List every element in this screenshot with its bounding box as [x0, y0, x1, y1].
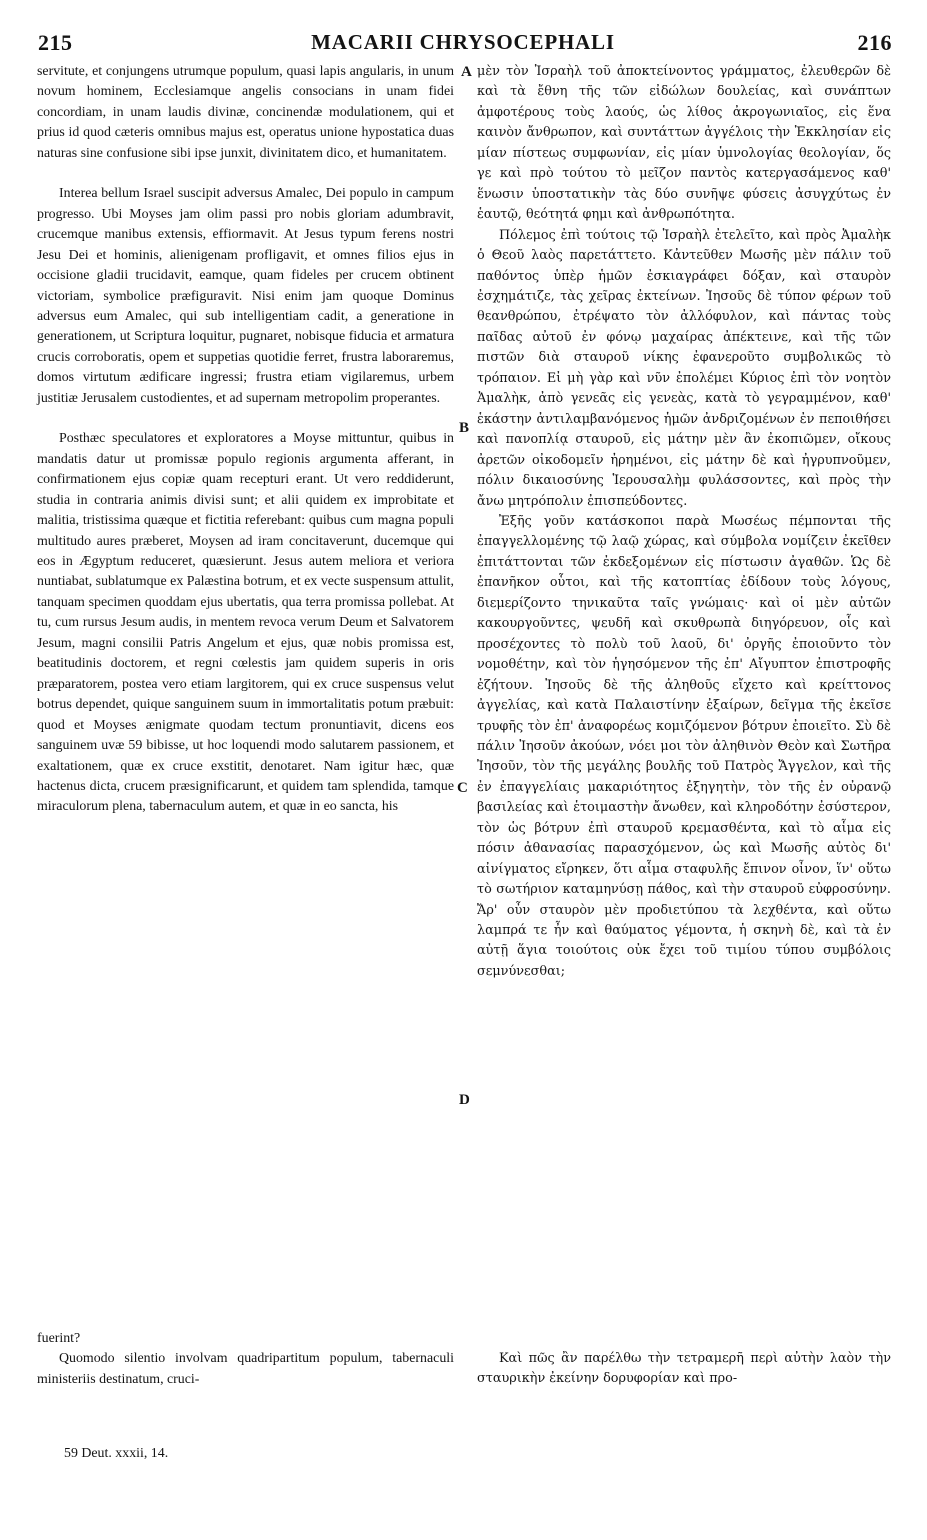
section-marker-d: D: [459, 1092, 470, 1108]
latin-paragraph-4: Quomodo silentio involvam quadripartitum populum, tabernaculi ministeriis destinatum, cruci-: [37, 1351, 454, 1387]
page-header: [32, 30, 894, 60]
latin-paragraph-3: Posthæc speculatores et exploratores a Moyse mittuntur, quibus in mandatis datur ut promissæ populo regionis argumenta afferant, in confirmationem ejus copiæ quam recepturi erant. Ut vero reddiderunt, studia in contraria animis divisi sunt; et alii quidem ex improbitate et malitia, tristissima quæque et fictitia referebant: quibus cum magna populi multitudo aures præberet, Moysen ad iram concitaverunt, ducemque qui eos in Ægyptum reduceret, quæsierunt. Jesus autem meliora et veriora nuntiabat, sublatumque ex Palæstina botrum, et ex vecte suspensum attulit, tanquam specimen quoddam ejus ubertatis, qua terra promissa pollebat. At tu, cum rursus Jesum audis, in mentem revoca verum Deum et Salvatorem Jesum, magni consilii Patris Angelum et ejus, quæ nobis promissa est, beatitudinis doctorem, et regni cœlestis jam quidem superis in oris præparatorem, postea vero etiam largitorem, qui ex cruce suspensus velut botrus dependet, quique sanguinem suum in immortalitatis potum præbuit: quod et Moyses ænigmate quodam tectum pronuntiavit, dicens eos sanguinem uvæ 59 bibisse, ut hoc loquendi modo salutarem passionem, et exaltationem, quæ ex cruce exstitit, denotaret. Nam igitur hæc, quæ hactenus dicta, crucem præsignificarunt, et quidem tam splendida, tamque miraculorum plena, tabernaculum autem, et quæ in eo sancta, his: [37, 431, 454, 815]
latin-fuerint: fuerint?: [37, 1331, 81, 1346]
latin-paragraph-1: servitute, et conjungens utrumque populum, quasi lapis angularis, in unum novum hominem, Ecclesiamque angelis consocians in unam fidei concordiam, in unam laudis divinæ, concinendæ modulationem, qui et prius id quod cæteris omnibus majus est, operatus unione hypostatica duas naturas sine confusione sibi ipse junxit, divinitatem dico, et humanitatem.: [37, 64, 454, 161]
section-marker-c: C: [457, 780, 468, 796]
greek-paragraph-4: Καὶ πῶς ἂν παρέλθω τὴν τετραμερῆ περὶ αὐτὴν λαὸν τὴν σταυρικὴν ἐκείνην δορυφορίαν καὶ προ-: [477, 1351, 891, 1387]
greek-paragraph-2: Πόλεμος ἐπὶ τούτοις τῷ Ἰσραὴλ ἐτελεῖτο, καὶ πρὸς Ἀμαλὴκ ὁ Θεοῦ λαὸς παρετάττετο. Κἀντεῦθεν Μωσῆς μὲν πάλιν τοῦ παθόντος ὑπὲρ ἡμῶν ἐσκιαγράφει δόξαν, καὶ σταυρὸν ἐσχημάτιζε, τὰς χεῖρας ἐκτείνων. Ἰησοῦς δὲ τύπον φέρων τοῦ θεανθρώπου, ἐτρέψατο τὸν ἀλλόφυλον, καὶ πάντας τοὺς παῖδας αὐτοῦ ἐν φόνῳ μαχαίρας ἀπέκτεινε, καὶ τῆς τῶν πιστῶν διὰ σταυροῦ νίκης ἐφανεροῦτο συμβολικῶς τὸ τρόπαιον. Εἰ μὴ γὰρ καὶ νῦν ἐπολέμει Κύριος ἐπὶ τὸν νοητὸν Ἀμαλὴκ, ἀπὸ γενεᾶς εἰς γενεὰς, κατὰ τὸ γεγραμμένον, καθ' ἑκάστην ἀντιλαμβανόμενος ἡμῶν ἀνδριζομένων ἐν πεποιθήσει καὶ πανοπλίᾳ σταυροῦ, εἰς μάτην μὲν ἂν ἐκοπιῶμεν, οἴκους ἀρετῶν οἰκοδομεῖν ἠρημένοι, εἰς μάτην δὲ καὶ ἠγρυπνοῦμεν, πόλιν δικαιοσύνης Ἱερουσαλὴμ φυλάσσοντες, καὶ πρὸς τὴν ἄνω μητρόπολιν ἐπισπεύδοντες.: [477, 227, 891, 509]
greek-paragraph-3: Ἐξῆς γοῦν κατάσκοποι παρὰ Μωσέως πέμπονται τῆς ἐπαγγελλομένης τῷ λαῷ χώρας, καὶ σύμβολα νομίζειν ἐκεῖθεν ἐπιτάττονται τῶν ἐκδεξομένων εἰς πίστωσιν ἀγαθῶν. Ὡς δὲ ἐπανῆκον οὗτοι, καὶ τῆς κατοπτίας ἐδίδουν τοὺς λόγους, διεμερίζοντο τηνικαῦτα ταῖς γνώμαις· καὶ οἱ μὲν αὐτῶν κακουργοῦντες, ψευδῆ καὶ σκυθρωπὰ διηγόρευον, οἷς καὶ προσέχοντες τὸ πολὺ τοῦ λαοῦ, δι' ὀργῆς ἐποιοῦντο τὸν νομοθέτην, καὶ τὸν ἡγησόμενον τῆς ἐπ' Αἴγυπτον ἐπιστροφῆς ἐζήτουν. Ἰησοῦς δὲ τῆς ἀληθοῦς εἴχετο καὶ κρείττονος ἀγγελίας, καὶ κατὰ Παλαιστίνην ἐξαίρων, δεῖγμα τῆς ἐκεῖσε τρυφῆς τὸν ἐπ' ἀναφορέως κομιζόμενον βότρυν ἐποιεῖτο. Σὺ δὲ πάλιν Ἰησοῦν ἀκούων, νόει μοι τὸν ἀληθινὸν Θεὸν καὶ Σωτῆρα Ἰησοῦν, τὸν τῆς μεγάλης βουλῆς τοῦ Πατρὸς Ἄγγελον, καὶ τῆς ἐν ἐπαγγελίαις μακαριότητος ἐξηγητὴν, τὸν τῆς ἐν οὐρανῷ βασιλείας καὶ ἑτοιμαστὴν ἄνωθεν, καὶ κληροδότην ἐσύστερον, τὸν ὡς βότρυν ἐπὶ σταυροῦ κρεμασθέντα, καὶ τὸ αἷμα εἰς πόσιν ἀθανασίας παρασχόμενον, ὡς καὶ Μωσῆς αὐτὸς δι' αἰνίγματος εἴρηκεν, ὅτι αἷμα σταφυλῆς ἔπινον οἶνον, ἵν' οὕτω τὸ σωτήριον καταμηνύσῃ πάθος, καὶ τὴν σταυροῦ εὐφροσύνην. Ἄρ' οὖν σταυρὸν μὲν προδιετύπου τὰ λεχθέντα, καὶ οὕτω λαμπρά τε ἦν καὶ θαύματος γέμοντα, ἡ σκηνὴ δὲ, καὶ τὰ ἐν αὐτῇ ἅγια τοιούτοις οὐκ ἔχει τοῦ τιμίου τύπου συμβόλοις σεμνύνεσθαι;: [477, 513, 891, 979]
greek-paragraph-1: μὲν τὸν Ἰσραὴλ τοῦ ἀποκτείνοντος γράμματος, ἐλευθερῶν δὲ καὶ τὰ ἔθνη τῆς τῶν εἰδώλων δουλείας, καὶ συνάπτων ἀμφοτέρους τοὺς λαούς, ὡς λίθος ἀκρογωνιαῖος, εἰς ἕνα καινὸν ἄνθρωπον, καὶ συντάττων ἀγγέλοις τὴν Ἐκκλησίαν εἰς μίαν πίστεως συμφωνίαν, εἰς μίαν ὑμνολογίας θεολογίαν, ὅς γε καὶ πρὸ τούτου τὸ μεῖζον παντὸς κατεργασάμενος καθ' ἕνωσιν ὑποστατικὴν τὰς δύο συνῆψε φύσεις ἀσυγχύτως ἐν ἑαυτῷ, θεότητά φημι καὶ ἀνθρωπότητα.: [477, 64, 891, 223]
greek-continuation: [477, 1349, 891, 1390]
running-title: MACARII CHRYSOCEPHALI: [311, 30, 615, 54]
footnote: 59 Deut. xxxii, 14.: [64, 1446, 169, 1461]
right-page-number: 216: [857, 30, 892, 55]
section-marker-a: A: [461, 64, 472, 80]
section-marker-b: B: [459, 420, 470, 436]
latin-continuation: [37, 1329, 454, 1390]
left-page-number: 215: [38, 30, 73, 55]
latin-column: [37, 62, 454, 818]
latin-paragraph-2: Interea bellum Israel suscipit adversus Amalec, Dei populo in campum progresso. Ubi Moyses jam olim passi pro nobis gloriam adumbravit, crucemque manibus extensis, effiormavit. At Jesus typum ferens nostri Jesu Dei et hominis, alienigenam profligavit, et omnes filios ejus in occisione gladii trucidavit, eamque, quam fideles per crucem obtinent victoriam, symbolice præfiguravit. Nisi enim jam quoque Dominus adversus eum Amalec, qui sub intelligentiam cadit, a generatione in generationem, ut Scriptura loquitur, pugnaret, nobisque fiducia et armatura crucis corroboratis, opem et suppetias quotidie ferret, frustra laboraremus, domos virtutum ædificare ingressi; frustra etiam vigilaremus, urbem justitiæ Jerusalem custodientes, et ad supernam metropolim properantes.: [37, 186, 454, 406]
greek-column: [477, 62, 891, 982]
